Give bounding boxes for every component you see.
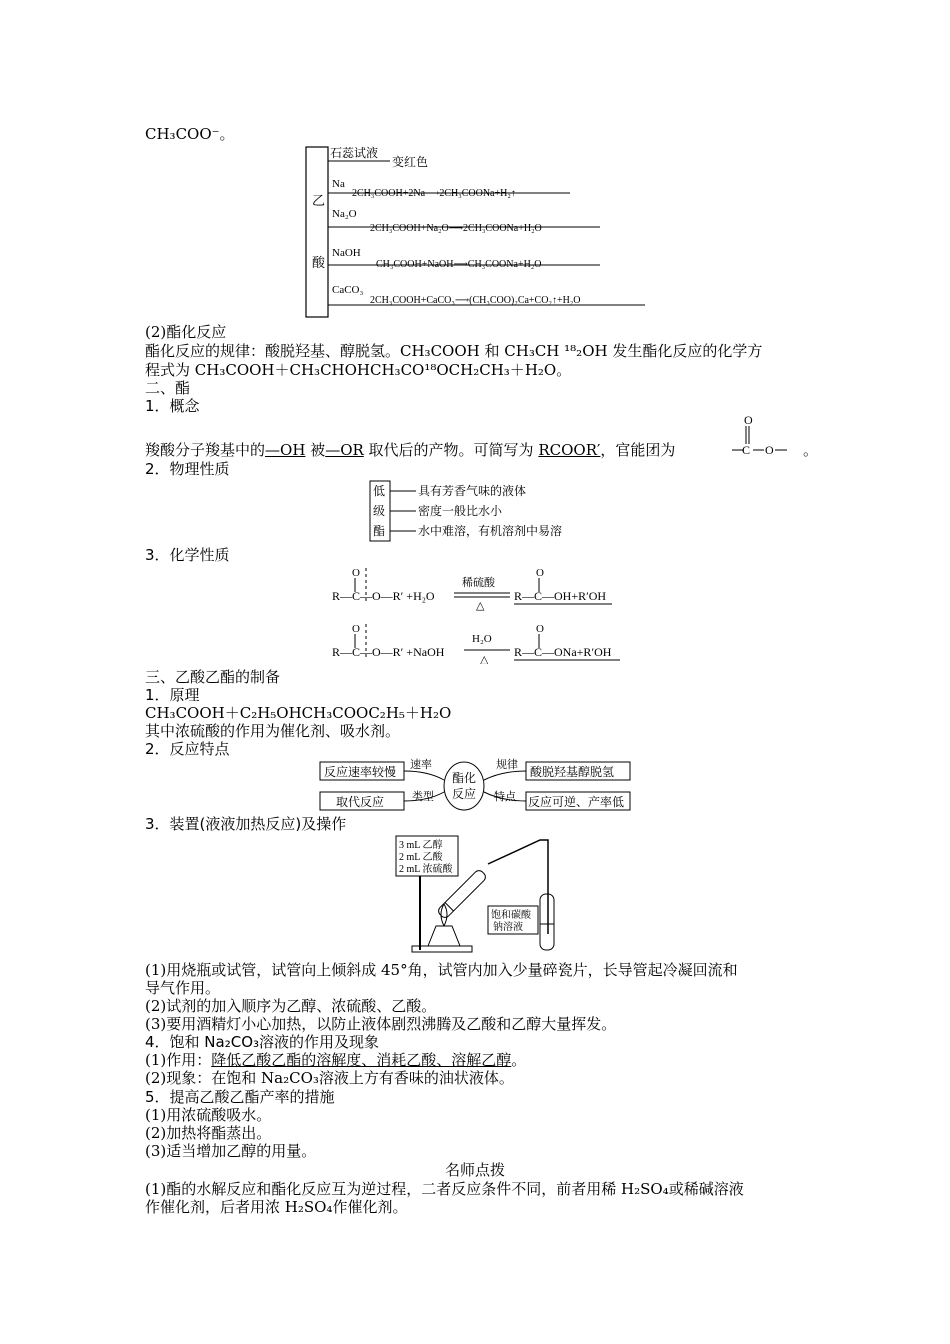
feat-link-3: 规律 — [496, 759, 518, 771]
rx1-delta: △ — [476, 600, 485, 612]
feat-box-2: 取代反应 — [336, 795, 385, 809]
apparatus-figure — [392, 834, 572, 959]
app-right-2: 钠溶液 — [493, 922, 523, 933]
ester-physical-properties-figure — [368, 480, 588, 542]
fg-carbonyl-o: O — [744, 413, 753, 427]
op1a: (1)用烧瓶或试管，试管向上倾斜成 45°角，试管内加入少量碎瓷片，长导管起冷凝回流和 — [145, 961, 738, 979]
acetic-acid-properties-figure — [300, 145, 660, 321]
sec3-title: 三、乙酸乙酯的制备 — [145, 668, 281, 686]
sec3-h1: 1．原理 — [145, 686, 200, 704]
rx1-right: R—C—OH+R′OH — [514, 589, 607, 603]
rx2-o-right: O — [536, 623, 544, 635]
sec3-h2: 2．反应特点 — [145, 740, 230, 758]
acid-side-1: 乙 — [312, 193, 326, 208]
acid-result-2: 2CH₃COOH+2Na⟶2CH₃COONa+H₂↑ — [352, 188, 516, 199]
op1b: 导气作用。 — [145, 979, 221, 997]
feat-link-2: 类型 — [412, 791, 434, 803]
concept-a: 羧酸分子羧基中的 — [145, 441, 266, 459]
sec2-h1: 1．概念 — [145, 397, 200, 415]
sec2-h2: 2．物理性质 — [145, 460, 230, 478]
rx2-reagent: H₂O — [472, 633, 492, 645]
phys-side-3: 酯 — [373, 524, 386, 538]
ion-text: CH₃COO⁻。 — [145, 125, 235, 143]
svg-text:O: O — [765, 443, 774, 457]
phenomenon: (2)现象：在饱和 Na₂CO₃溶液上方有香味的油状液体。 — [145, 1069, 514, 1087]
ester-functional-group — [732, 410, 802, 460]
feat-link-1: 速率 — [410, 759, 432, 771]
sec3-h4: 4．饱和 Na₂CO₃溶液的作用及现象 — [145, 1033, 380, 1051]
acid-reagent-5: CaCO₃ — [332, 284, 364, 296]
feat-box-1: 反应速率较慢 — [324, 765, 397, 779]
role-a: (1)作用： — [145, 1051, 212, 1069]
rx1-left: R—C—O—R′ +H₂O — [332, 589, 435, 603]
measure-1: (1)用浓硫酸吸水。 — [145, 1106, 272, 1124]
feat-box-3: 酸脱羟基醇脱氢 — [530, 765, 615, 779]
sec3-h3: 3．装置(液液加热反应)及操作 — [145, 815, 347, 833]
acid-result-5: 2CH₃COOH+CaCO₃⟶(CH₃COO)₂Ca+CO₂↑+H₂O — [370, 295, 581, 306]
feat-link-4: 特点 — [494, 791, 516, 803]
rx2-right: R—C—ONa+R′OH — [514, 645, 612, 659]
sec3-h5: 5．提高乙酸乙酯产率的措施 — [145, 1088, 335, 1106]
acid-result-4: CH₃COOH+NaOH⟶CH₃COONa+H₂O — [376, 259, 542, 270]
feat-box-4: 反应可逆、产率低 — [528, 795, 625, 809]
concept-rcoor: RCOOR′ — [538, 441, 601, 459]
concept-line — [145, 441, 675, 459]
app-label-3: 2 mL 浓硫酸 — [399, 864, 453, 875]
app-label-1: 3 mL 乙醇 — [399, 840, 443, 851]
acid-reagent-4: NaOH — [332, 247, 361, 259]
concept-b: 被 — [305, 441, 326, 459]
reaction-features-figure — [318, 758, 638, 814]
sec3-eq: CH₃COOH＋C₂H₅OHCH₃COOC₂H₅＋H₂O — [145, 704, 452, 722]
role-line — [145, 1051, 526, 1069]
feat-center-1: 酯化 — [452, 771, 477, 785]
esterify-line1: 酯化反应的规律：酸脱羟基、醇脱氢。CH₃COOH 和 CH₃CH ¹⁸₂OH 发生酯化反应的化学方 — [145, 342, 763, 360]
ester-chemical-properties-figure — [330, 564, 630, 664]
concept-d: ，官能团为 — [600, 441, 676, 459]
esterify-line2: 程式为 CH₃COOH＋CH₃CHOHCH₃CO¹⁸OCH₂CH₃＋H₂O。 — [145, 361, 572, 379]
op2: (2)试剂的加入顺序为乙醇、浓硫酸、乙酸。 — [145, 997, 437, 1015]
app-label-2: 2 mL 乙酸 — [399, 852, 443, 863]
concept-end: 。 — [803, 441, 819, 459]
acid-side-2: 酸 — [312, 255, 326, 270]
concept-oh: —OH — [265, 441, 306, 459]
rx2-left: R—C—O—R′ +NaOH — [332, 645, 445, 659]
phys-item-2: 密度一般比水小 — [418, 504, 503, 518]
acid-reagent-3: Na₂O — [332, 208, 357, 220]
concept-c: 取代后的产物。可简写为 — [363, 441, 539, 459]
rx2-delta: △ — [480, 654, 489, 664]
sec2-h3: 3．化学性质 — [145, 546, 230, 564]
tips-title: 名师点拨 — [444, 1161, 505, 1179]
op3: (3)要用酒精灯小心加热，以防止液体剧烈沸腾及乙酸和乙醇大量挥发。 — [145, 1015, 617, 1033]
sec3-note: 其中浓硫酸的作用为催化剂、吸水剂。 — [145, 722, 401, 740]
phys-item-3: 水中难溶，有机溶剂中易溶 — [418, 524, 563, 538]
app-right-1: 饱和碳酸 — [491, 910, 531, 921]
acid-reagent-2: Na — [332, 178, 345, 190]
phys-side-1: 低 — [373, 484, 386, 498]
acid-result-1: 变红色 — [392, 155, 429, 169]
tips-line1: (1)酯的水解反应和酯化反应互为逆过程，二者反应条件不同，前者用稀 H₂SO₄或稀碱溶液 — [145, 1180, 744, 1198]
acid-result-3: 2CH₃COOH+Na₂O⟶2CH₃COONa+H₂O — [370, 223, 542, 234]
role-b: 。 — [511, 1051, 527, 1069]
feat-center-2: 反应 — [452, 787, 477, 801]
role-underlined: 降低乙酸乙酯的溶解度、消耗乙酸、溶解乙醇 — [211, 1051, 512, 1069]
measure-2: (2)加热将酯蒸出。 — [145, 1124, 272, 1142]
rx2-o-left: O — [352, 623, 360, 635]
phys-side-2: 级 — [373, 504, 386, 518]
svg-text:C: C — [742, 443, 751, 457]
esterify-title: (2)酯化反应 — [145, 323, 227, 341]
acid-reagent-1: 石蕊试液 — [330, 146, 379, 160]
measure-3: (3)适当增加乙醇的用量。 — [145, 1142, 317, 1160]
concept-or: —OR — [325, 441, 364, 459]
sec2-title: 二、酯 — [145, 379, 191, 397]
rx1-reagent: 稀硫酸 — [462, 577, 495, 589]
tips-line2: 作催化剂，后者用浓 H₂SO₄作催化剂。 — [145, 1198, 408, 1216]
rx1-o-left: O — [352, 567, 360, 579]
phys-item-1: 具有芳香气味的液体 — [418, 484, 527, 498]
rx1-o-right: O — [536, 567, 544, 579]
